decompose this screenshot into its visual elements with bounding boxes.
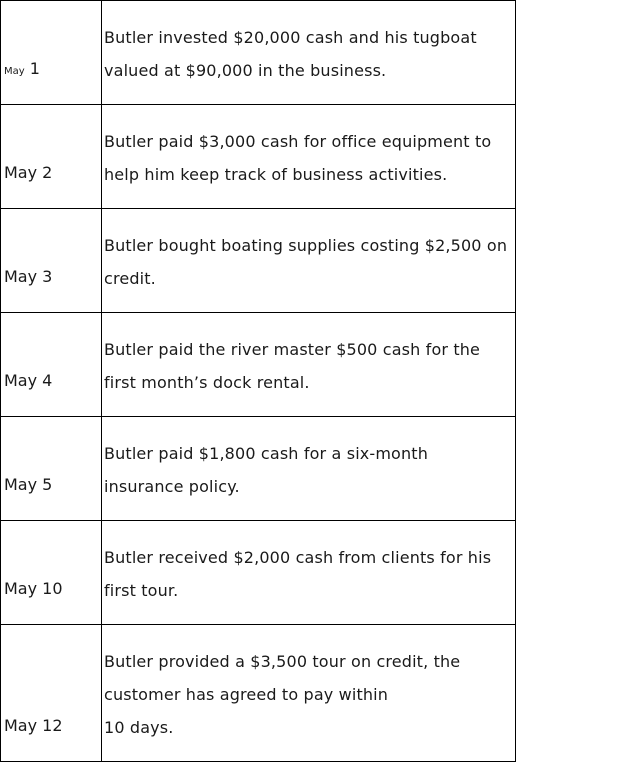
- description-cell: [102, 625, 516, 762]
- description-cell: Butler bought boating supplies costing $2,500 on credit.: [102, 209, 516, 313]
- table-row: [1, 1, 516, 105]
- date-cell: May 2: [1, 105, 102, 209]
- table-row: [1, 209, 516, 313]
- description-cell: Butler paid the river master $500 cash for the first month’s dock rental.: [102, 313, 516, 417]
- date-cell: May 12: [1, 625, 102, 762]
- table-row: [1, 105, 516, 209]
- description-cell: Butler paid $3,000 cash for office equipment to help him keep track of business activities.: [102, 105, 516, 209]
- table-row: [1, 313, 516, 417]
- table-row: [1, 625, 516, 762]
- date-day: 1: [29, 59, 40, 78]
- date-cell: May 10: [1, 521, 102, 625]
- description-cell: Butler paid $1,800 cash for a six-month insurance policy.: [102, 417, 516, 521]
- description-cell: Butler received $2,000 cash from clients for his first tour.: [102, 521, 516, 625]
- table-row: [1, 417, 516, 521]
- description-line: 10 days.: [104, 718, 174, 737]
- date-cell: [1, 1, 102, 105]
- description-line: Butler provided a $3,500 tour on credit, the customer has agreed to pay within: [104, 652, 461, 704]
- description-cell: Butler invested $20,000 cash and his tugboat valued at $90,000 in the business.: [102, 1, 516, 105]
- date-cell: May 4: [1, 313, 102, 417]
- date-cell: May 3: [1, 209, 102, 313]
- date-cell: May 5: [1, 417, 102, 521]
- table-row: [1, 521, 516, 625]
- date-month: May: [4, 66, 25, 77]
